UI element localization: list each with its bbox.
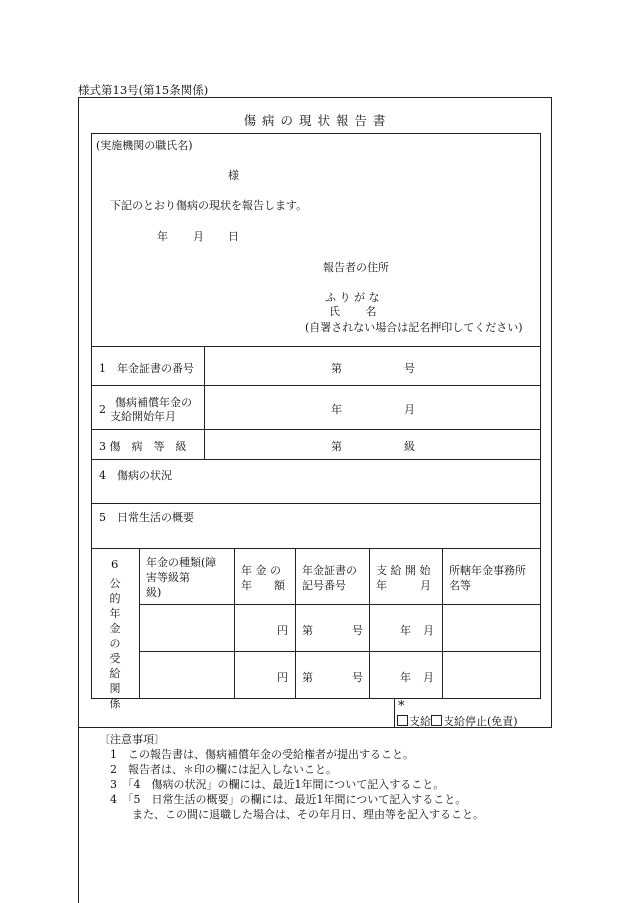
pension-section-number: 6 <box>111 557 119 571</box>
pension-section-char: 受 <box>109 652 121 665</box>
row5-label: 5 日常生活の概要 <box>99 511 194 524</box>
row5-top-border <box>91 503 541 504</box>
row1-dai: 第 <box>331 362 342 375</box>
inner-left-border <box>91 133 92 699</box>
pension-section-char: 年 <box>109 607 121 620</box>
pension-row2-go: 号 <box>352 671 363 684</box>
pension-section-char: 関 <box>109 682 121 695</box>
office-use-options <box>397 713 518 729</box>
pension-row2-year: 年 <box>400 671 411 684</box>
pension-section-char: 給 <box>109 667 121 680</box>
col-office-line1: 所轄年金事務所 <box>449 564 526 577</box>
pay-option-label: 支給 <box>409 715 431 728</box>
row3-top-border <box>91 429 541 430</box>
notes-heading: 〔注意事項〕 <box>99 733 165 746</box>
stop-option-label: 支給停止(免責) <box>443 715 518 728</box>
furigana-label: ふ り が な <box>325 291 380 304</box>
note-item: 1 この報告書は、傷病補償年金の受給権者が提出すること。 <box>110 748 414 761</box>
inner-right-border <box>540 133 541 699</box>
pension-section-label <box>108 576 122 711</box>
col-type-line1: 年金の種類(障 <box>146 556 217 569</box>
row1-top-border <box>91 346 541 347</box>
inner-top-border <box>91 133 541 134</box>
row2-year: 年 <box>331 403 342 416</box>
pension-top-border <box>91 548 541 549</box>
reporter-address-label: 報告者の住所 <box>323 261 389 274</box>
report-statement: 下記のとおり傷病の現状を報告します。 <box>110 199 308 212</box>
date-year-label: 年 <box>157 230 168 243</box>
row2-top-border <box>91 385 541 386</box>
pension-row-divider <box>139 651 541 652</box>
pension-section-char: 金 <box>109 622 121 635</box>
label-column-divider <box>204 346 205 460</box>
pension-col-divider-2 <box>295 548 296 699</box>
pension-col-divider-4 <box>442 548 443 699</box>
pension-row1-dai: 第 <box>302 624 313 637</box>
date-day-label: 日 <box>228 230 239 243</box>
outer-top-border <box>78 97 552 98</box>
date-month-label: 月 <box>193 230 204 243</box>
row3-label: 3 傷 病 等 級 <box>99 440 187 453</box>
col-cert-line1: 年金証書の <box>302 564 357 577</box>
document-title: 傷 病 の 現 状 報 告 書 <box>243 113 387 128</box>
note-item: 4 「5 日常生活の概要」の欄には、最近1年間について記入すること。 <box>110 793 467 806</box>
pension-row1-yen: 円 <box>277 624 288 637</box>
pension-section-char: 係 <box>109 697 121 710</box>
row3-kyu: 級 <box>404 440 415 453</box>
col-amount-line2: 年 額 <box>241 579 285 592</box>
note-item: 3 「4 傷病の状況」の欄には、最近1年間について記入すること。 <box>110 778 445 791</box>
col-amount-line1: 年 金 の <box>241 564 281 577</box>
honorific: 様 <box>228 169 239 182</box>
pension-col-divider-1 <box>234 548 235 699</box>
pension-row1-year: 年 <box>400 624 411 637</box>
pension-section-char: の <box>109 637 121 650</box>
outer-left-border <box>78 97 79 903</box>
row1-label: 1 年金証書の番号 <box>99 362 194 375</box>
pension-row1-month: 月 <box>423 624 434 637</box>
pension-col-divider-3 <box>369 548 370 699</box>
addressee-label: (実施機関の職氏名) <box>96 139 193 152</box>
pay-checkbox[interactable] <box>397 715 408 726</box>
pension-bottom-border <box>91 698 541 699</box>
row2-number: 2 <box>99 403 106 416</box>
pension-label-divider <box>139 548 140 699</box>
pension-row2-yen: 円 <box>277 671 288 684</box>
stop-checkbox[interactable] <box>431 715 442 726</box>
pension-section-char: 公 <box>109 577 121 590</box>
row4-label: 4 傷病の状況 <box>99 469 172 482</box>
row2-label-line1: 傷病補償年金の <box>115 396 192 409</box>
col-office-line2: 名等 <box>449 579 471 592</box>
pension-row1-go: 号 <box>352 624 363 637</box>
row3-dai: 第 <box>331 440 342 453</box>
office-use-asterisk: * <box>398 699 405 714</box>
office-box-left-border <box>394 698 395 727</box>
row4-top-border <box>91 459 541 460</box>
row2-month: 月 <box>404 403 415 416</box>
pension-header-bottom <box>139 604 541 605</box>
row1-go: 号 <box>404 362 415 375</box>
outer-right-border <box>551 97 552 727</box>
col-start-line1: 支 給 開 始 <box>376 564 431 577</box>
pension-row2-dai: 第 <box>302 671 313 684</box>
row2-label-line2: 支給開始年月 <box>110 410 176 423</box>
pension-row2-month: 月 <box>423 671 434 684</box>
signature-note: (自署されない場合は記名押印してください) <box>305 321 523 334</box>
form-number: 様式第13号(第15条関係) <box>78 83 209 97</box>
col-cert-line2: 記号番号 <box>302 579 346 592</box>
col-type-line2: 害等級第 <box>146 571 190 584</box>
col-start-line2: 年 月 <box>376 579 431 592</box>
note-item: 2 報告者は、＊印の欄には記入しないこと。 <box>110 763 337 776</box>
col-type-line3: 級) <box>146 586 162 599</box>
pension-section-char: 的 <box>109 592 121 605</box>
note-item: また、この間に退職した場合は、その年月日、理由等を記入すること。 <box>110 808 484 821</box>
name-label: 氏 名 <box>329 305 377 318</box>
